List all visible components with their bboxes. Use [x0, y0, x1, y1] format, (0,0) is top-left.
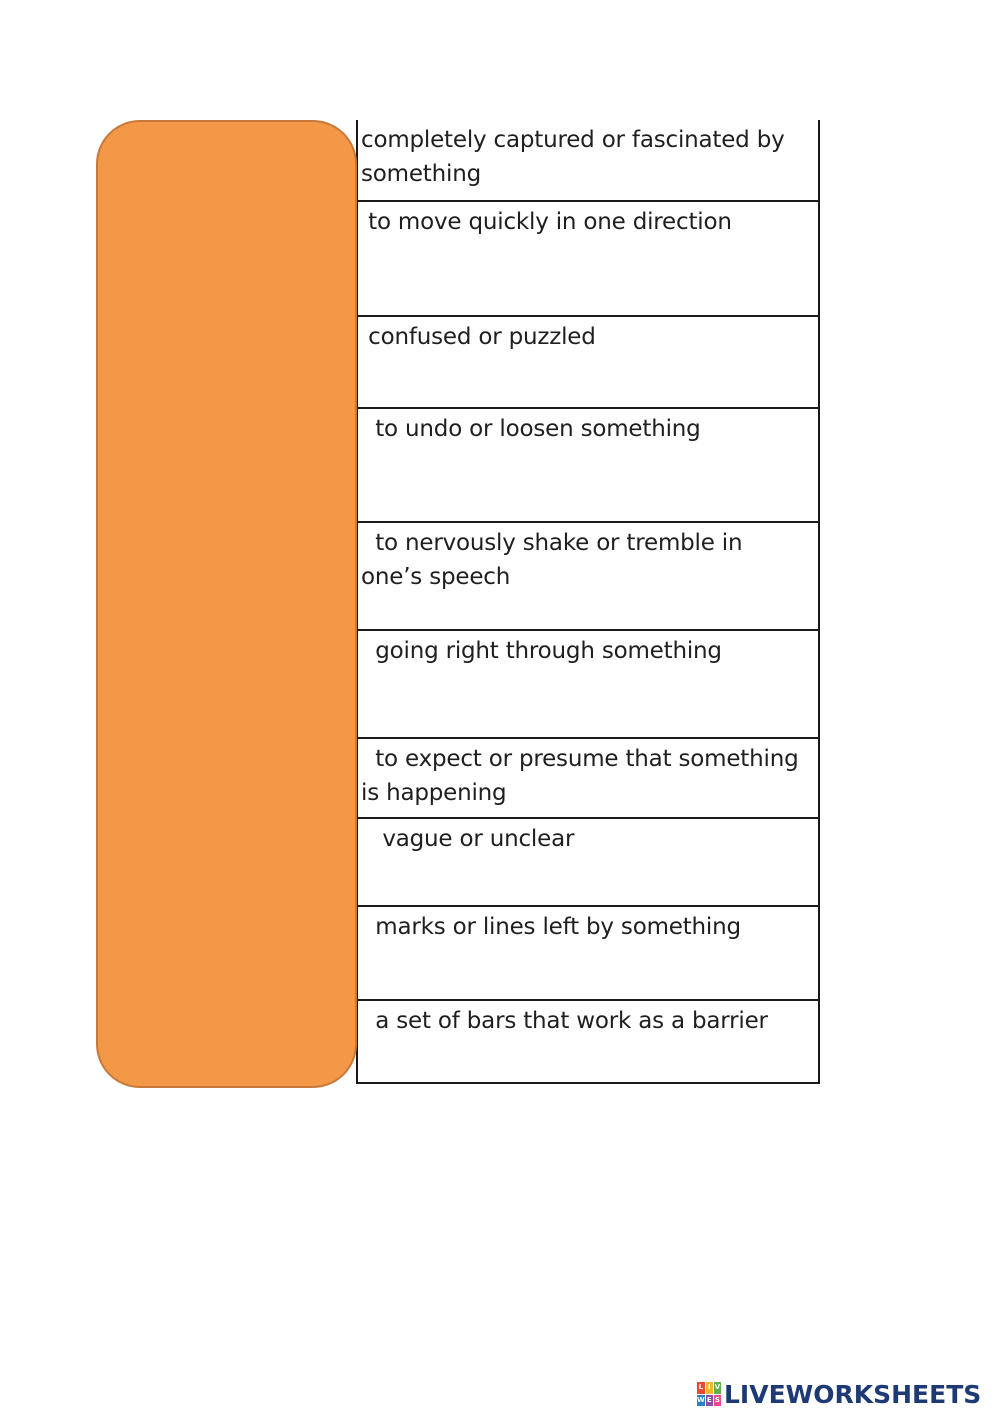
definition-text: to undo or loosen something [361, 416, 701, 442]
logo-tile: E [706, 1395, 713, 1407]
liveworksheets-logo-icon [697, 1382, 721, 1406]
definition-row [358, 1001, 818, 1082]
definition-row [358, 202, 818, 317]
logo-tile: S [714, 1395, 721, 1407]
definition-row [358, 631, 818, 739]
liveworksheets-brand [697, 1378, 981, 1410]
definition-text: vague or unclear [361, 826, 575, 852]
definition-row [358, 523, 818, 631]
definition-text: to expect or presume that something is happening [361, 746, 799, 806]
definition-text: marks or lines left by something [361, 914, 741, 940]
answer-drop-zone[interactable] [96, 120, 357, 1088]
logo-tile: V [714, 1382, 721, 1394]
logo-tile: I [706, 1382, 713, 1394]
definition-text: a set of bars that work as a barrier [361, 1008, 768, 1034]
definition-text: to nervously shake or tremble in one’s speech [361, 530, 743, 590]
definition-text: going right through something [361, 638, 722, 664]
definition-row [358, 409, 818, 523]
logo-tile: W [697, 1395, 705, 1407]
definition-text: completely captured or fascinated by something [361, 127, 785, 187]
definition-row [358, 739, 818, 819]
definition-row [358, 120, 818, 202]
definition-text: to move quickly in one direction [361, 209, 732, 235]
definitions-table [356, 120, 820, 1084]
definition-text: confused or puzzled [361, 324, 596, 350]
definition-row [358, 907, 818, 1001]
definition-row [358, 819, 818, 907]
definition-row [358, 317, 818, 409]
brand-name: LIVEWORKSHEETS [724, 1379, 982, 1409]
logo-tile: L [697, 1382, 705, 1394]
